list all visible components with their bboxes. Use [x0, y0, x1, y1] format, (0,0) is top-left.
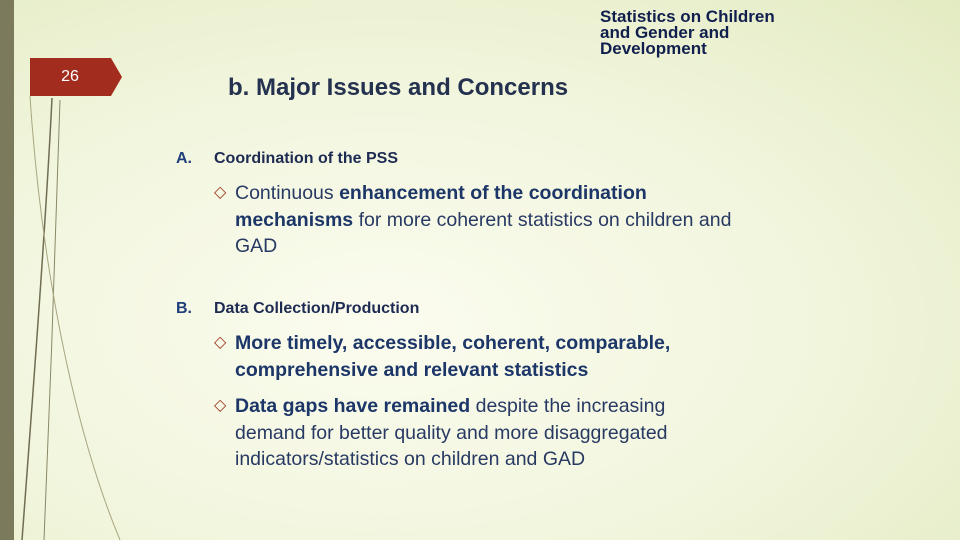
bullet-text-bold: mechanisms: [235, 208, 354, 231]
bullet-text-bold: Data gaps have remained: [235, 395, 471, 417]
bullet-item: [214, 393, 814, 473]
bullet-line: demand for better quality and more disaggregated: [235, 421, 668, 444]
bullet-text-normal: GAD: [235, 235, 278, 257]
diamond-bullet-icon: ◇: [214, 397, 227, 414]
diamond-bullet-icon: ◇: [214, 184, 227, 201]
bullet-item: [214, 330, 814, 383]
bullet-line: [214, 233, 814, 260]
slide-number: 26: [61, 68, 79, 85]
bullet-text-normal: despite the increasing: [470, 395, 666, 417]
header-title-line: Development: [600, 39, 707, 58]
section-heading-text: Coordination of the PSS: [214, 150, 398, 167]
bullet-line: More timely, accessible, coherent, comparable,: [235, 332, 671, 354]
bullet-text-bold: enhancement of the coordination: [339, 182, 647, 204]
bullet-text-normal: for more coherent statistics on children and: [353, 208, 732, 231]
section-letter: B.: [176, 300, 192, 317]
section-letter: A.: [176, 150, 192, 167]
bullet-text-normal: Continuous: [235, 182, 340, 204]
header-title-line: Statistics on Children: [600, 7, 775, 26]
bullet-line: [214, 180, 814, 207]
bullet-item: [214, 180, 814, 260]
section-title: b. Major Issues and Concerns: [228, 74, 569, 101]
header-title-line: and Gender and: [600, 23, 730, 42]
section-heading-text: Data Collection/Production: [214, 300, 420, 317]
bullet-line: [214, 393, 814, 420]
bullet-line: indicators/statistics on children and GAD: [235, 448, 586, 470]
bullet-line: [214, 207, 814, 234]
header-title: [600, 9, 840, 57]
section-b-heading: [176, 300, 419, 318]
diamond-bullet-icon: ◇: [214, 334, 227, 351]
section-a-heading: [176, 150, 398, 168]
bullet-line: comprehensive and relevant statistics: [235, 358, 589, 381]
